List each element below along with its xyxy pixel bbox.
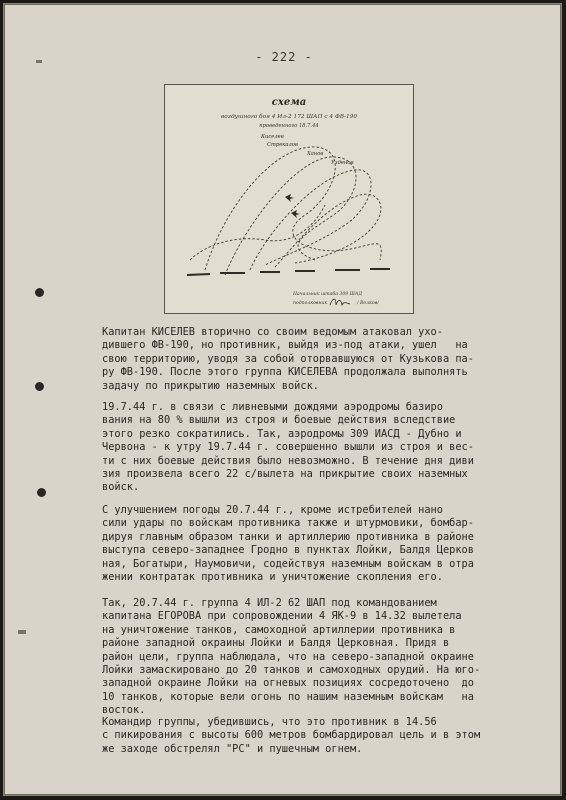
scheme-footer-2: подполковник <box>293 301 328 306</box>
pilot-label: Стрекалов <box>267 142 298 148</box>
scheme-drawing <box>165 85 413 313</box>
pilot-label: Киселев <box>261 134 284 140</box>
paragraph-4: Так, 20.7.44 г. группа 4 ИЛ-2 62 ШАП под командованием капитана ЕГОРОВА при сопровождении 4 ЯК-9 в 14.32 вылетела на уничтожение танков, самоходной артиллерии противника в районе западной окраины Лойки и Балдя Церковная. Придя в район цели, группа наблюдала, что на северо-западной окраине Лойки замаскировано до 20 танков и самоходных орудий. На юго- западной окраине Лойки на огневых позициях сосредоточено до 10 танков, которые вели огонь по нашим наземным войскам на восток. <box>102 597 481 717</box>
bottom-border <box>4 794 561 795</box>
battle-scheme-photo <box>164 84 414 314</box>
flight-path-2 <box>225 157 356 275</box>
paragraph-3: С улучшением погоды 20.7.44 г., кроме истребителей нано сили удары по войскам противника также и штурмовики, бомбар- дируя главным образом танки и артиллерию противника в районе выступа северо-западнее Гродно в пунктах Лойки, Балдя Церков ная, Богатыри, Наумовичи, содействуя наземным войскам в отра жении контратак противника и уничтожение скопления его. <box>102 504 474 584</box>
top-border <box>4 4 561 5</box>
punch-hole <box>35 288 44 297</box>
paragraph-1: Капитан КИСЕЛЕВ вторично со своим ведомым атаковал ухо- дившего ФВ-190, но противник, выйдя из-под атаки, ушел на свою территорию, уводя за собой оторвавшуюся от Кузькова па- ру ФВ-190. После этого группа КИСЕЛЕВА продолжала выполнять задачу по прикрытию наземных войск. <box>102 326 474 392</box>
front-line <box>187 269 390 275</box>
left-border <box>4 4 5 795</box>
pilot-labels <box>260 134 354 166</box>
document-page <box>3 3 562 796</box>
pilot-label: Узденов <box>331 160 354 166</box>
aircraft-marks <box>285 194 300 218</box>
scheme-title: схема <box>271 97 307 108</box>
punch-hole <box>37 488 46 497</box>
right-border <box>560 4 561 795</box>
flight-paths <box>190 147 381 275</box>
flight-path-5 <box>190 205 325 260</box>
edge-mark <box>36 60 42 63</box>
flight-path-4 <box>275 194 381 267</box>
scheme-subtitle-2: проведенного 18.7.44 <box>259 123 319 129</box>
flight-path-3 <box>250 170 371 270</box>
signature <box>330 299 350 305</box>
edge-mark <box>18 630 26 634</box>
front-line-segment <box>187 274 210 275</box>
punch-hole <box>35 382 44 391</box>
scheme-footer-1: Начальник штаба 309 ШАД <box>293 292 363 297</box>
aircraft-icon <box>291 210 300 218</box>
paragraph-5: Командир группы, убедившись, что это противник в 14.56 с пикирования с высоты 600 метров бомбардировал цель и в этом же заходе обстрелял "РС" и пушечным огнем. <box>102 716 481 755</box>
flight-path-1 <box>205 147 381 270</box>
paragraph-2: 19.7.44 г. в связи с ливневыми дождями аэродромы базиро вания на 80 % вышли из строя и боевые действия вследствие этого резко сократились. Так, аэродромы 309 ИАСД - Дубно и Червона - к утру 19.7.44 г. совершенно вышли из строя и вес- ти с них боевые действия было невозможно. В течение дня диви зия произвела всего 22 с/вылета на прикрытие своих наземных войск. <box>102 401 474 494</box>
aircraft-icon <box>285 194 294 202</box>
page-number: - 222 - <box>255 50 313 64</box>
scheme-subtitle-1: воздушного боя 4 Ил-2 172 ШАП с 4 ФВ-190 <box>220 114 358 120</box>
pilot-label: Ханов <box>307 151 324 157</box>
scheme-footer-3: / Волков/ <box>357 301 379 306</box>
